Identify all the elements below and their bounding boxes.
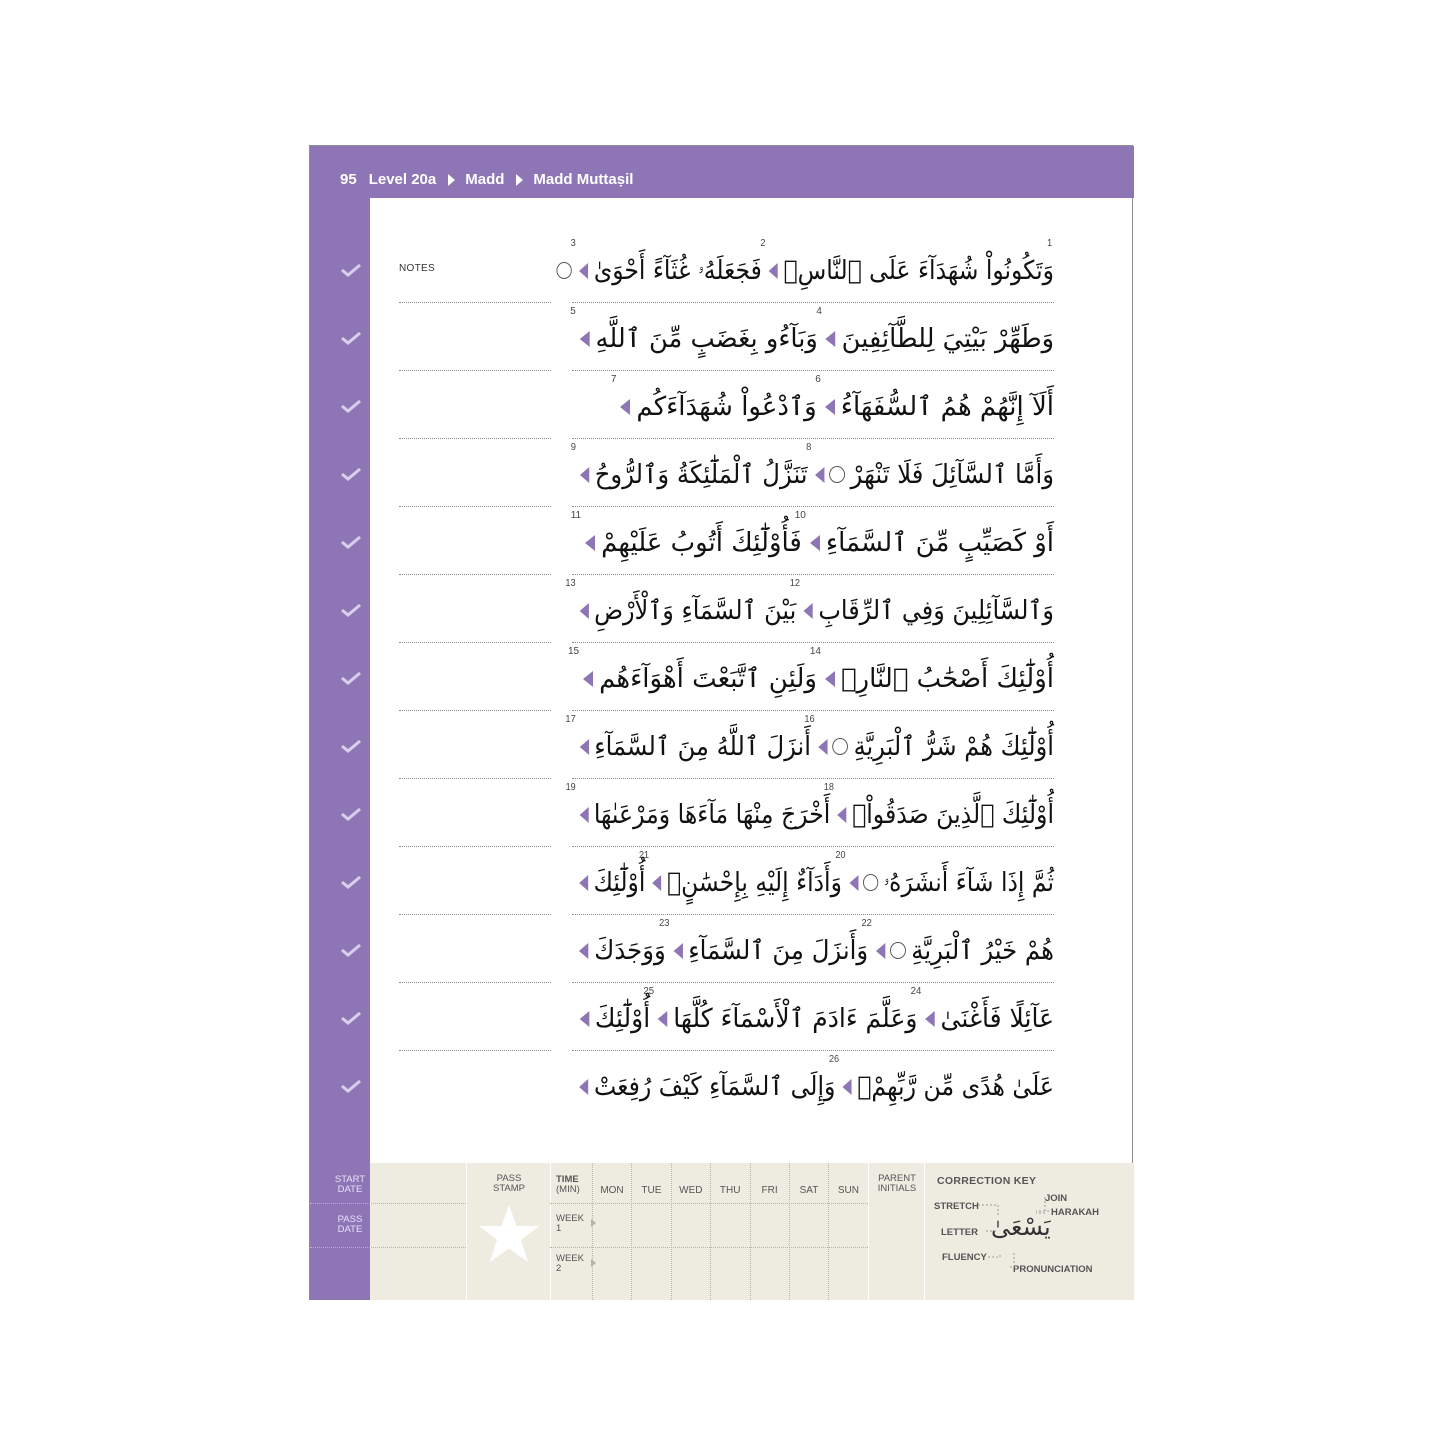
play-arrow-icon[interactable] <box>579 1079 588 1095</box>
divider <box>868 1163 869 1300</box>
play-arrow-icon[interactable] <box>585 535 595 551</box>
fluency-label: FLUENCY <box>942 1252 987 1263</box>
play-arrow-icon[interactable] <box>825 671 835 687</box>
play-arrow-icon[interactable] <box>818 739 827 755</box>
join-label: JOIN <box>1045 1193 1068 1204</box>
exercise-row <box>572 376 1054 438</box>
day-header-thu: THU <box>719 1185 741 1196</box>
play-arrow-icon[interactable] <box>653 875 662 891</box>
waqf-circle-icon <box>557 262 572 279</box>
checkmark-icon[interactable] <box>340 331 362 345</box>
divider <box>310 1247 466 1248</box>
day-header-mon: MON <box>600 1185 624 1196</box>
row-divider <box>572 778 1054 779</box>
row-divider <box>572 914 1054 915</box>
arabic-phrase: وَبَآءُو بِغَضَبٍ مِّنَ ٱللَّهِ <box>595 324 818 354</box>
time-entry-cell[interactable] <box>631 1248 670 1291</box>
time-entry-cell[interactable] <box>750 1204 789 1247</box>
exercise-number: 15 <box>567 646 580 657</box>
arabic-phrase: وَلَئِنِ ٱتَّبَعْتَ أَهْوَآءَهُم <box>599 664 817 694</box>
day-header-sat: SAT <box>799 1185 819 1196</box>
exercise-number: 8 <box>806 442 812 453</box>
exercise-row <box>570 442 1054 506</box>
notes-line <box>399 302 551 303</box>
time-entry-cell[interactable] <box>710 1248 749 1291</box>
correction-key-leaders <box>970 1193 1050 1273</box>
divider <box>466 1163 467 1300</box>
arabic-phrase: عَآئِلًا فَأَغْنَىٰ <box>940 1004 1054 1034</box>
waqf-circle-icon <box>863 874 878 891</box>
notes-line <box>399 642 551 643</box>
notes-line <box>399 506 551 507</box>
exercise-number: 14 <box>809 646 821 657</box>
exercise-number: 4 <box>816 306 822 317</box>
arabic-phrase: تَنَزَّلُ ٱلْمَلَٰٓئِكَةُ وَٱلرُّوحُ <box>594 460 808 490</box>
exercise-row <box>590 988 1054 1050</box>
arabic-phrase: هُمْ خَيْرُ ٱلْبَرِيَّةِ <box>911 936 1054 966</box>
arabic-phrase: وَٱدْعُواْ شُهَدَآءَكُم <box>636 392 817 422</box>
checkmark-icon[interactable] <box>340 535 362 549</box>
exercise-row <box>565 782 1054 846</box>
play-arrow-icon[interactable] <box>826 331 836 347</box>
play-arrow-icon[interactable] <box>815 467 824 483</box>
play-arrow-icon[interactable] <box>579 263 588 279</box>
arabic-phrase: أُوْلَٰٓئِكَ أَصْحَٰبُ ٱلنَّارِۖ <box>840 664 1054 694</box>
page-number: 95 <box>340 171 357 188</box>
exercise-number: 9 <box>570 442 576 453</box>
play-arrow-icon[interactable] <box>579 739 588 755</box>
time-entry-cell[interactable] <box>592 1248 631 1291</box>
arabic-phrase: أَلَآ إِنَّهُمْ هُمُ ٱلسُّفَهَآءُ <box>840 392 1054 422</box>
exercise-number: 10 <box>794 510 806 521</box>
checkmark-icon[interactable] <box>340 1079 362 1093</box>
row-divider <box>572 370 1054 371</box>
arabic-phrase: فَجَعَلَهُۥ غُثَآءً أَحْوَىٰ <box>593 256 762 286</box>
checkmark-icon[interactable] <box>340 467 362 481</box>
arabic-phrase: أَنزَلَ ٱللَّهُ مِنَ ٱلسَّمَآءِ <box>594 732 811 762</box>
checkmark-icon[interactable] <box>340 263 362 277</box>
notes-label: NOTES <box>399 263 435 274</box>
checkmark-icon[interactable] <box>340 671 362 685</box>
exercise-number: 18 <box>823 782 834 793</box>
time-entry-cell[interactable] <box>710 1204 749 1247</box>
divider <box>310 1203 466 1204</box>
exercise-row <box>567 646 1054 710</box>
arabic-phrase: بَيْنَ ٱلسَّمَآءِ وَٱلْأَرْضِ <box>594 596 797 626</box>
arabic-phrase: أَخْرَجَ مِنْهَا مَآءَهَا وَمَرْعَىٰهَا <box>593 800 831 830</box>
divider <box>924 1163 925 1300</box>
exercise-number: 7 <box>610 374 617 385</box>
stretch-label: STRETCH <box>934 1201 979 1212</box>
time-entry-cell[interactable] <box>592 1204 631 1247</box>
arabic-phrase: أُوْلَٰٓئِكَ <box>593 868 646 898</box>
checkmark-icon[interactable] <box>340 739 362 753</box>
row-divider <box>572 642 1054 643</box>
page-header <box>310 146 1134 198</box>
row-divider <box>572 1050 1054 1051</box>
notes-line <box>399 982 551 983</box>
notes-line <box>399 778 551 779</box>
exercise-number: 17 <box>565 714 576 725</box>
arabic-phrase: وَإِلَى ٱلسَّمَآءِ كَيْفَ رُفِعَتْ <box>594 1072 836 1102</box>
arabic-phrase: أَوْ كَصَيِّبٍ مِّنَ ٱلسَّمَآءِ <box>825 528 1054 558</box>
progress-sidebar <box>310 198 370 1163</box>
exercise-number: 21 <box>638 850 649 861</box>
notes-line <box>399 710 551 711</box>
row-divider <box>572 506 1054 507</box>
time-entry-cell[interactable] <box>828 1248 867 1291</box>
exercise-number: 13 <box>565 578 576 589</box>
pass-stamp-label: PASS STAMP <box>492 1173 526 1194</box>
breadcrumb-level: Level 20a <box>368 171 437 188</box>
arabic-phrase: وَٱلسَّآئِلِينَ وَفِي ٱلرِّقَابِ <box>818 596 1054 626</box>
play-arrow-icon[interactable] <box>673 943 682 959</box>
letter-label: LETTER <box>941 1227 978 1238</box>
play-arrow-icon[interactable] <box>658 1011 668 1027</box>
correction-key-title: CORRECTION KEY <box>937 1175 1037 1187</box>
breadcrumb-topic: Madd <box>465 171 505 188</box>
exercise-row <box>565 714 1054 778</box>
row-divider <box>572 710 1054 711</box>
play-arrow-icon[interactable] <box>579 875 588 891</box>
notes-line <box>399 438 551 439</box>
breadcrumb-arrow-icon <box>448 174 455 186</box>
play-arrow-icon[interactable] <box>843 1079 852 1095</box>
exercise-number: 1 <box>1047 238 1053 249</box>
row-divider <box>572 846 1054 847</box>
exercise-row <box>570 306 1054 370</box>
exercise-row <box>572 512 1054 574</box>
exercise-number: 6 <box>815 374 821 385</box>
day-header-fri: FRI <box>761 1185 778 1196</box>
play-arrow-icon[interactable] <box>583 671 593 687</box>
row-divider <box>572 982 1054 983</box>
play-arrow-icon[interactable] <box>876 943 885 959</box>
breadcrumb <box>340 171 633 188</box>
exercise-row <box>565 578 1054 642</box>
checkmark-icon[interactable] <box>340 399 362 413</box>
row-divider <box>572 574 1054 575</box>
time-entry-cell[interactable] <box>750 1248 789 1291</box>
start-date-label: START DATE <box>334 1174 366 1195</box>
exercise-row <box>570 238 1054 302</box>
exercise-number: 22 <box>861 918 872 929</box>
pass-date-label: PASS DATE <box>337 1214 363 1235</box>
arabic-phrase: وَأَمَّا ٱلسَّآئِلَ فَلَا تَنْهَرْ <box>850 460 1054 490</box>
arabic-phrase: أُوْلَٰٓئِكَ <box>594 1004 651 1034</box>
arabic-phrase: أُوْلَٰٓئِكَ ٱلَّذِينَ صَدَقُواْۖ <box>852 800 1054 830</box>
play-arrow-icon[interactable] <box>580 1011 590 1027</box>
exercise-row <box>594 918 1054 982</box>
play-arrow-icon[interactable] <box>579 943 588 959</box>
week2-label: WEEK 2 <box>556 1253 584 1274</box>
exercise-number: 23 <box>659 918 670 929</box>
exercise-number: 12 <box>789 578 800 589</box>
exercise-number: 24 <box>910 986 922 997</box>
correction-example-word: يَسْعَىٰ <box>991 1213 1051 1241</box>
harakah-label: HARAKAH <box>1051 1207 1100 1218</box>
time-entry-cell[interactable] <box>671 1204 710 1247</box>
notes-line <box>399 574 551 575</box>
checkmark-icon[interactable] <box>340 807 362 821</box>
arabic-phrase: وَطَهِّرْ بَيْتِيَ لِلطَّآئِفِينَ <box>841 324 1054 354</box>
exercise-number: 16 <box>804 714 815 725</box>
time-entry-cell[interactable] <box>631 1204 670 1247</box>
play-arrow-icon[interactable] <box>579 603 588 619</box>
exercise-number: 19 <box>565 782 576 793</box>
exercise-number: 26 <box>828 1054 840 1065</box>
arabic-phrase: وَأَنزَلَ مِنَ ٱلسَّمَآءِ <box>688 936 869 966</box>
tracking-footer <box>310 1163 1134 1300</box>
play-arrow-icon[interactable] <box>849 875 858 891</box>
exercise-number: 11 <box>570 510 582 521</box>
notes-line <box>399 846 551 847</box>
notes-line <box>399 1050 551 1051</box>
star-stamp-icon <box>477 1203 541 1265</box>
row-divider <box>572 438 1054 439</box>
arabic-phrase: فَأُوْلَٰٓئِكَ أَتُوبُ عَلَيْهِمْ <box>601 528 802 558</box>
play-arrow-icon[interactable] <box>804 603 813 619</box>
day-header-sun: SUN <box>837 1185 859 1196</box>
play-arrow-icon[interactable] <box>825 399 835 415</box>
breadcrumb-subtopic: Madd Muttaṣil <box>533 171 634 188</box>
arabic-phrase: وَأَدَآءٌ إِلَيْهِ بِإِحْسَٰنٍۗ <box>667 868 842 898</box>
waqf-circle-icon <box>829 466 845 483</box>
play-arrow-icon[interactable] <box>925 1011 935 1027</box>
play-arrow-icon[interactable] <box>838 807 847 823</box>
parent-initials-label: PARENT INITIALS <box>877 1173 917 1194</box>
checkmark-icon[interactable] <box>340 943 362 957</box>
exercise-row <box>593 850 1054 914</box>
exercise-number: 3 <box>570 238 576 249</box>
time-label: TIME <box>556 1174 579 1185</box>
waqf-circle-icon <box>832 738 848 755</box>
time-unit-label: (MIN) <box>556 1184 580 1195</box>
workbook-page <box>309 145 1133 1300</box>
week1-label: WEEK 1 <box>556 1213 584 1234</box>
day-header-wed: WED <box>679 1185 703 1196</box>
time-entry-cell[interactable] <box>789 1248 828 1291</box>
waqf-circle-icon <box>890 942 906 959</box>
exercise-number: 2 <box>760 238 766 249</box>
time-entry-cell[interactable] <box>828 1204 867 1247</box>
play-arrow-icon[interactable] <box>580 331 590 347</box>
arabic-phrase: أُوْلَٰٓئِكَ هُمْ شَرُّ ٱلْبَرِيَّةِ <box>853 732 1054 762</box>
exercise-number: 5 <box>570 306 576 317</box>
day-header-tue: TUE <box>641 1185 662 1196</box>
checkmark-icon[interactable] <box>340 1011 362 1025</box>
arabic-phrase: ثُمَّ إِذَا شَآءَ أَنشَرَهُۥ <box>883 868 1054 898</box>
checkmark-icon[interactable] <box>340 875 362 889</box>
checkmark-icon[interactable] <box>340 603 362 617</box>
breadcrumb-arrow-icon <box>516 174 523 186</box>
arabic-phrase: عَلَىٰ هُدًى مِّن رَّبِّهِمْۖ <box>857 1072 1054 1102</box>
notes-line <box>399 914 551 915</box>
exercise-number: 25 <box>643 986 655 997</box>
footer-date-panel <box>310 1163 370 1300</box>
time-entry-cell[interactable] <box>671 1248 710 1291</box>
divider <box>550 1163 551 1300</box>
arabic-phrase: وَعَلَّمَ ءَادَمَ ٱلْأَسْمَآءَ كُلَّهَا <box>673 1004 918 1034</box>
time-entry-cell[interactable] <box>789 1204 828 1247</box>
row-divider <box>572 302 1054 303</box>
arabic-phrase: وَتَكُونُواْ شُهَدَآءَ عَلَى ٱلنَّاسِۗ <box>783 256 1054 286</box>
play-arrow-icon[interactable] <box>769 263 778 279</box>
pronunciation-label: PRONUNCIATION <box>1013 1264 1093 1275</box>
play-arrow-icon[interactable] <box>579 807 588 823</box>
exercise-number: 20 <box>835 850 846 861</box>
play-arrow-icon[interactable] <box>810 535 820 551</box>
play-arrow-icon[interactable] <box>620 399 630 415</box>
exercise-row <box>594 1054 1054 1118</box>
arabic-phrase: وَوَجَدَكَ <box>594 936 666 966</box>
notes-line <box>399 370 551 371</box>
play-arrow-icon[interactable] <box>580 467 589 483</box>
